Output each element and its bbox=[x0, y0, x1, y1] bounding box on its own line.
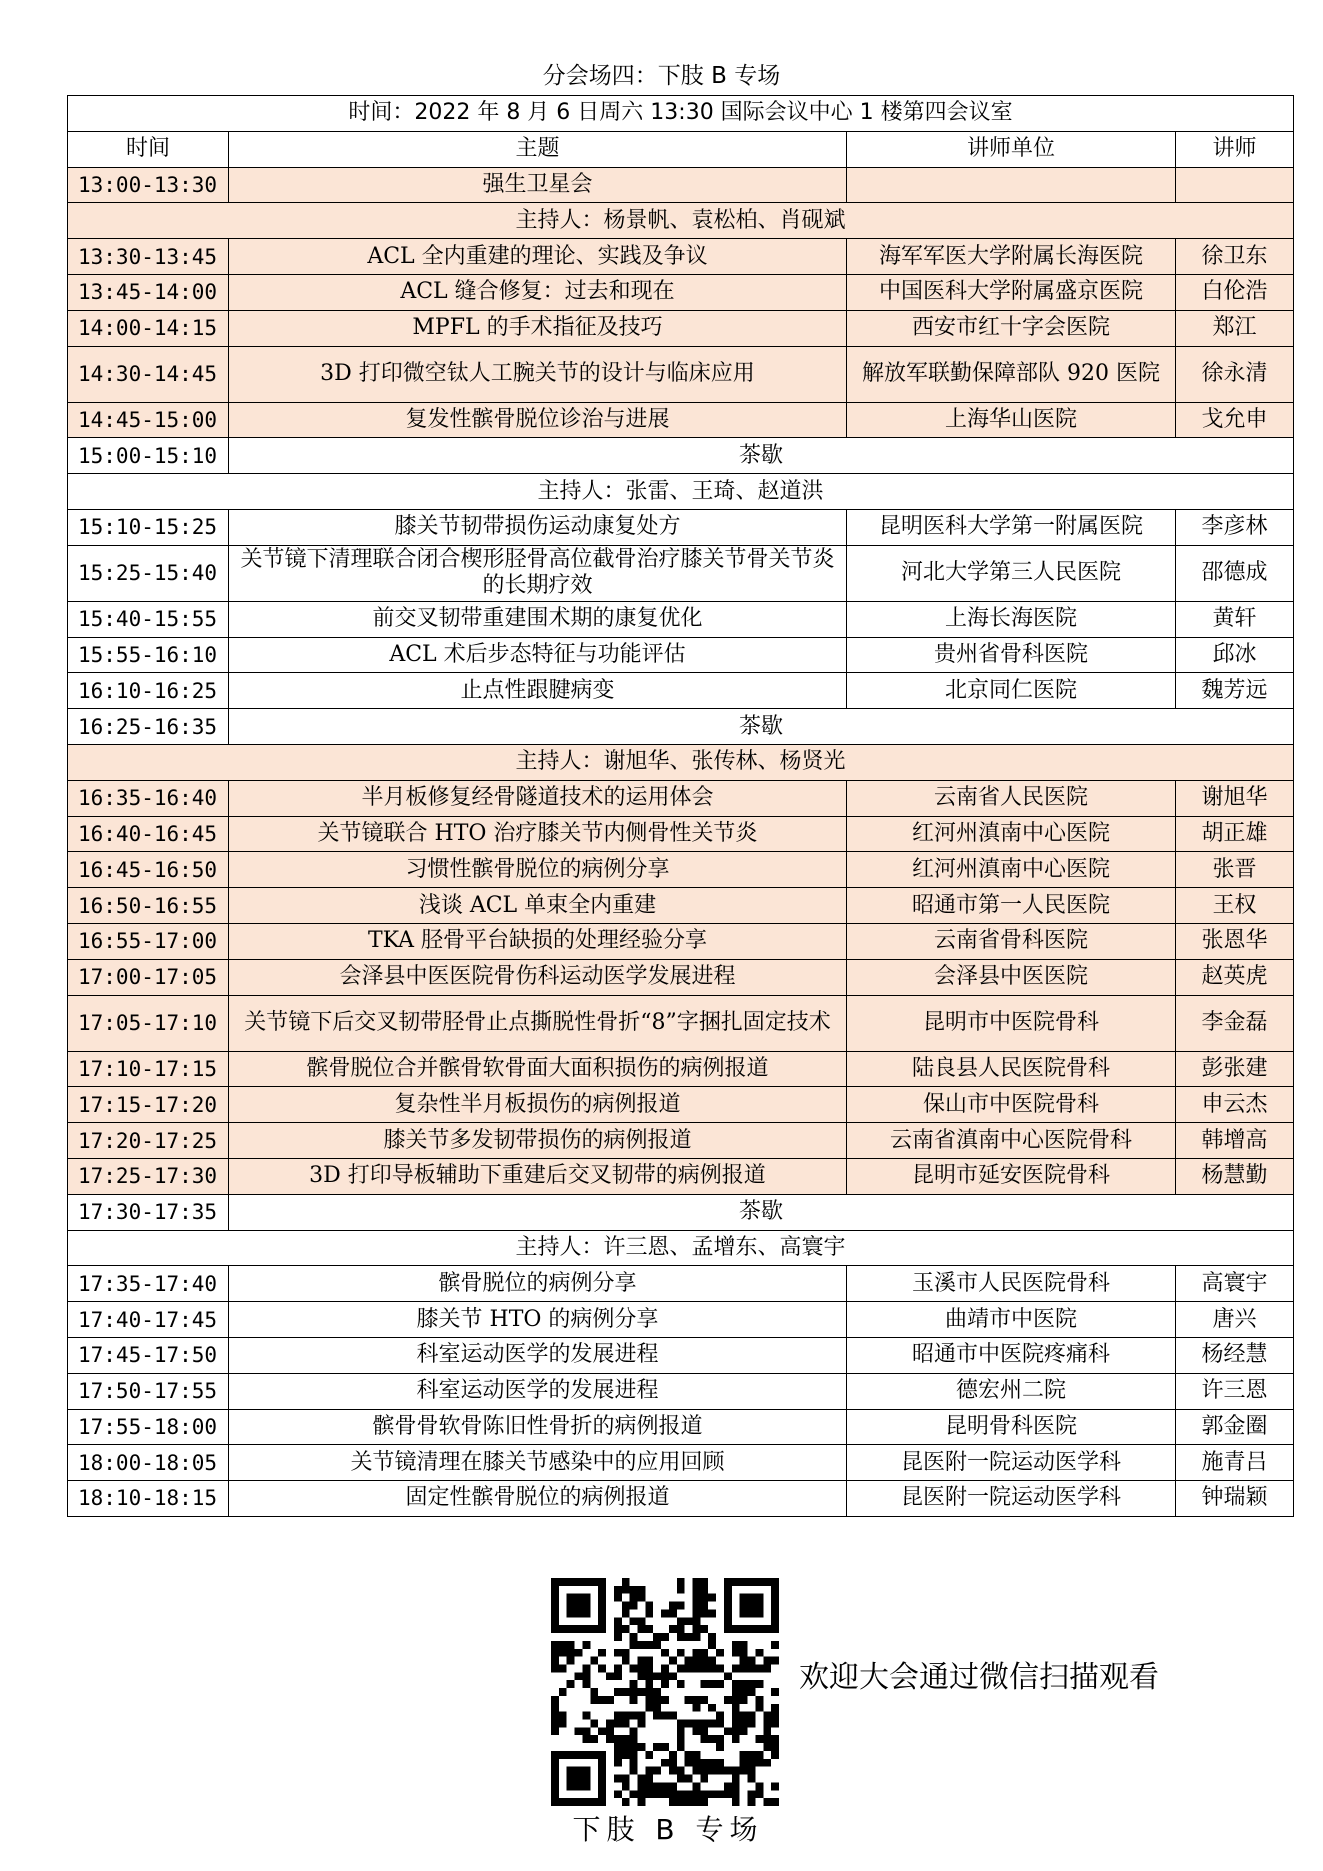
talk-row bbox=[68, 1266, 1294, 1302]
talk-topic: 关节镜清理在膝关节感染中的应用回顾 bbox=[229, 1445, 847, 1481]
talk-row bbox=[68, 274, 1294, 310]
talk-time: 16:55-17:00 bbox=[68, 923, 229, 959]
session-info: 时间：2022 年 8 月 6 日周六 13:30 国际会议中心 1 楼第四会议室 bbox=[68, 96, 1294, 132]
talk-unit: 中国医科大学附属盛京医院 bbox=[847, 274, 1176, 310]
talk-topic: ACL 全内重建的理论、实践及争议 bbox=[229, 239, 847, 275]
talk-time: 17:20-17:25 bbox=[68, 1123, 229, 1159]
talk-row bbox=[68, 923, 1294, 959]
talk-topic: 复杂性半月板损伤的病例报道 bbox=[229, 1087, 847, 1123]
talk-row bbox=[68, 852, 1294, 888]
host-names: 主持人：张雷、王琦、赵道洪 bbox=[68, 474, 1294, 510]
talk-speaker: 邵德成 bbox=[1176, 545, 1294, 601]
talk-speaker: 徐卫东 bbox=[1176, 239, 1294, 275]
talk-time: 13:45-14:00 bbox=[68, 274, 229, 310]
talk-unit: 北京同仁医院 bbox=[847, 673, 1176, 709]
talk-time: 13:00-13:30 bbox=[68, 167, 229, 203]
talk-unit: 红河州滇南中心医院 bbox=[847, 852, 1176, 888]
talk-topic: 固定性髌骨脱位的病例报道 bbox=[229, 1481, 847, 1517]
talk-row bbox=[68, 995, 1294, 1051]
talk-time: 18:10-18:15 bbox=[68, 1481, 229, 1517]
talk-time: 14:45-15:00 bbox=[68, 402, 229, 438]
talk-topic: 膝关节多发韧带损伤的病例报道 bbox=[229, 1123, 847, 1159]
talk-time: 14:00-14:15 bbox=[68, 310, 229, 346]
talk-unit: 保山市中医院骨科 bbox=[847, 1087, 1176, 1123]
talk-unit: 红河州滇南中心医院 bbox=[847, 816, 1176, 852]
talk-unit: 海军军医大学附属长海医院 bbox=[847, 239, 1176, 275]
break-time: 15:00-15:10 bbox=[68, 438, 229, 474]
talk-speaker: 李金磊 bbox=[1176, 995, 1294, 1051]
talk-time: 17:45-17:50 bbox=[68, 1337, 229, 1373]
talk-topic: 半月板修复经骨隧道技术的运用体会 bbox=[229, 780, 847, 816]
talk-time: 17:15-17:20 bbox=[68, 1087, 229, 1123]
talk-time: 15:55-16:10 bbox=[68, 637, 229, 673]
talk-unit: 曲靖市中医院 bbox=[847, 1302, 1176, 1338]
talk-time: 16:45-16:50 bbox=[68, 852, 229, 888]
qr-code[interactable] bbox=[551, 1578, 779, 1806]
talk-topic: 3D 打印导板辅助下重建后交叉韧带的病例报道 bbox=[229, 1158, 847, 1194]
talk-row bbox=[68, 239, 1294, 275]
header-time: 时间 bbox=[68, 131, 229, 167]
talk-time: 15:10-15:25 bbox=[68, 509, 229, 545]
talk-topic: 科室运动医学的发展进程 bbox=[229, 1337, 847, 1373]
schedule-table bbox=[67, 95, 1294, 1517]
talk-unit: 陆良县人民医院骨科 bbox=[847, 1051, 1176, 1087]
header-topic: 主题 bbox=[229, 131, 847, 167]
talk-unit: 西安市红十字会医院 bbox=[847, 310, 1176, 346]
talk-row bbox=[68, 1051, 1294, 1087]
talk-time: 17:05-17:10 bbox=[68, 995, 229, 1051]
talk-row bbox=[68, 959, 1294, 995]
talk-speaker: 戈允申 bbox=[1176, 402, 1294, 438]
talk-time: 17:40-17:45 bbox=[68, 1302, 229, 1338]
header-row bbox=[68, 131, 1294, 167]
talk-time: 15:40-15:55 bbox=[68, 601, 229, 637]
talk-unit: 昭通市第一人民医院 bbox=[847, 888, 1176, 924]
talk-row bbox=[68, 545, 1294, 601]
talk-unit: 昆明医科大学第一附属医院 bbox=[847, 509, 1176, 545]
talk-row bbox=[68, 1373, 1294, 1409]
talk-speaker: 魏芳远 bbox=[1176, 673, 1294, 709]
talk-row bbox=[68, 637, 1294, 673]
talk-unit: 上海华山医院 bbox=[847, 402, 1176, 438]
talk-time: 17:25-17:30 bbox=[68, 1158, 229, 1194]
talk-speaker: 郭金圈 bbox=[1176, 1409, 1294, 1445]
header-speaker: 讲师 bbox=[1176, 131, 1294, 167]
talk-topic: 关节镜下清理联合闭合楔形胫骨高位截骨治疗膝关节骨关节炎的长期疗效 bbox=[229, 545, 847, 601]
talk-time: 17:55-18:00 bbox=[68, 1409, 229, 1445]
talk-row bbox=[68, 888, 1294, 924]
talk-topic: 前交叉韧带重建围术期的康复优化 bbox=[229, 601, 847, 637]
talk-unit: 昆明骨科医院 bbox=[847, 1409, 1176, 1445]
talk-row bbox=[68, 1302, 1294, 1338]
talk-time: 16:10-16:25 bbox=[68, 673, 229, 709]
talk-topic: 科室运动医学的发展进程 bbox=[229, 1373, 847, 1409]
talk-row bbox=[68, 816, 1294, 852]
talk-topic: 髌骨脱位合并髌骨软骨面大面积损伤的病例报道 bbox=[229, 1051, 847, 1087]
session-title: 分会场四：下肢 B 专场 bbox=[542, 63, 781, 89]
talk-topic: ACL 缝合修复：过去和现在 bbox=[229, 274, 847, 310]
talk-time: 16:40-16:45 bbox=[68, 816, 229, 852]
talk-row bbox=[68, 1087, 1294, 1123]
talk-speaker: 张恩华 bbox=[1176, 923, 1294, 959]
talk-speaker bbox=[1176, 167, 1294, 203]
talk-speaker: 张晋 bbox=[1176, 852, 1294, 888]
talk-topic: 浅谈 ACL 单束全内重建 bbox=[229, 888, 847, 924]
talk-topic: 关节镜下后交叉韧带胫骨止点撕脱性骨折“8”字捆扎固定技术 bbox=[229, 995, 847, 1051]
talk-speaker: 许三恩 bbox=[1176, 1373, 1294, 1409]
talk-time: 17:35-17:40 bbox=[68, 1266, 229, 1302]
talk-unit: 昆明市中医院骨科 bbox=[847, 995, 1176, 1051]
host-row bbox=[68, 203, 1294, 239]
talk-speaker: 赵英虎 bbox=[1176, 959, 1294, 995]
talk-unit: 云南省骨科医院 bbox=[847, 923, 1176, 959]
host-names: 主持人：杨景帆、袁松柏、肖砚斌 bbox=[68, 203, 1294, 239]
talk-speaker: 杨慧勤 bbox=[1176, 1158, 1294, 1194]
talk-speaker: 彭张建 bbox=[1176, 1051, 1294, 1087]
talk-speaker: 高寰宇 bbox=[1176, 1266, 1294, 1302]
talk-topic: 髌骨脱位的病例分享 bbox=[229, 1266, 847, 1302]
talk-row bbox=[68, 346, 1294, 402]
welcome-text: 欢迎大会通过微信扫描观看 bbox=[799, 1660, 1159, 1695]
break-time: 16:25-16:35 bbox=[68, 709, 229, 745]
talk-row bbox=[68, 1409, 1294, 1445]
host-row bbox=[68, 744, 1294, 780]
talk-unit: 河北大学第三人民医院 bbox=[847, 545, 1176, 601]
talk-topic: 习惯性髌骨脱位的病例分享 bbox=[229, 852, 847, 888]
talk-topic: MPFL 的手术指征及技巧 bbox=[229, 310, 847, 346]
talk-row bbox=[68, 1337, 1294, 1373]
talk-row bbox=[68, 1158, 1294, 1194]
talk-row bbox=[68, 780, 1294, 816]
break-row bbox=[68, 1194, 1294, 1230]
talk-time: 13:30-13:45 bbox=[68, 239, 229, 275]
talk-speaker: 韩增高 bbox=[1176, 1123, 1294, 1159]
talk-time: 15:25-15:40 bbox=[68, 545, 229, 601]
talk-speaker: 黄轩 bbox=[1176, 601, 1294, 637]
talk-topic: 止点性跟腱病变 bbox=[229, 673, 847, 709]
talk-time: 17:10-17:15 bbox=[68, 1051, 229, 1087]
host-names: 主持人：谢旭华、张传林、杨贤光 bbox=[68, 744, 1294, 780]
talk-speaker: 申云杰 bbox=[1176, 1087, 1294, 1123]
talk-unit: 德宏州二院 bbox=[847, 1373, 1176, 1409]
break-label: 茶歇 bbox=[229, 1194, 1294, 1230]
talk-unit: 昆明市延安医院骨科 bbox=[847, 1158, 1176, 1194]
talk-speaker: 胡正雄 bbox=[1176, 816, 1294, 852]
talk-topic: 强生卫星会 bbox=[229, 167, 847, 203]
talk-unit: 云南省人民医院 bbox=[847, 780, 1176, 816]
qr-caption: 下肢 B 专场 bbox=[572, 1813, 764, 1846]
talk-time: 17:50-17:55 bbox=[68, 1373, 229, 1409]
talk-unit bbox=[847, 167, 1176, 203]
talk-time: 16:35-16:40 bbox=[68, 780, 229, 816]
header-unit: 讲师单位 bbox=[847, 131, 1176, 167]
talk-speaker: 施青吕 bbox=[1176, 1445, 1294, 1481]
talk-unit: 昭通市中医院疼痛科 bbox=[847, 1337, 1176, 1373]
break-time: 17:30-17:35 bbox=[68, 1194, 229, 1230]
talk-speaker: 杨经慧 bbox=[1176, 1337, 1294, 1373]
talk-speaker: 钟瑞颖 bbox=[1176, 1481, 1294, 1517]
talk-row bbox=[68, 310, 1294, 346]
talk-topic: 会泽县中医医院骨伤科运动医学发展进程 bbox=[229, 959, 847, 995]
talk-speaker: 徐永清 bbox=[1176, 346, 1294, 402]
talk-topic: TKA 胫骨平台缺损的处理经验分享 bbox=[229, 923, 847, 959]
talk-unit: 云南省滇南中心医院骨科 bbox=[847, 1123, 1176, 1159]
talk-topic: 膝关节韧带损伤运动康复处方 bbox=[229, 509, 847, 545]
talk-unit: 昆医附一院运动医学科 bbox=[847, 1481, 1176, 1517]
talk-unit: 昆医附一院运动医学科 bbox=[847, 1445, 1176, 1481]
info-row bbox=[68, 96, 1294, 132]
host-names: 主持人：许三恩、孟增东、高寰宇 bbox=[68, 1230, 1294, 1266]
talk-row bbox=[68, 167, 1294, 203]
talk-row bbox=[68, 601, 1294, 637]
talk-speaker: 唐兴 bbox=[1176, 1302, 1294, 1338]
talk-unit: 贵州省骨科医院 bbox=[847, 637, 1176, 673]
talk-speaker: 王权 bbox=[1176, 888, 1294, 924]
talk-row bbox=[68, 673, 1294, 709]
talk-speaker: 邱冰 bbox=[1176, 637, 1294, 673]
talk-time: 16:50-16:55 bbox=[68, 888, 229, 924]
talk-topic: 髌骨骨软骨陈旧性骨折的病例报道 bbox=[229, 1409, 847, 1445]
break-row bbox=[68, 709, 1294, 745]
talk-topic: 膝关节 HTO 的病例分享 bbox=[229, 1302, 847, 1338]
talk-unit: 会泽县中医医院 bbox=[847, 959, 1176, 995]
talk-time: 14:30-14:45 bbox=[68, 346, 229, 402]
talk-speaker: 谢旭华 bbox=[1176, 780, 1294, 816]
talk-time: 17:00-17:05 bbox=[68, 959, 229, 995]
talk-topic: 关节镜联合 HTO 治疗膝关节内侧骨性关节炎 bbox=[229, 816, 847, 852]
talk-time: 18:00-18:05 bbox=[68, 1445, 229, 1481]
talk-row bbox=[68, 402, 1294, 438]
talk-row bbox=[68, 509, 1294, 545]
talk-unit: 上海长海医院 bbox=[847, 601, 1176, 637]
talk-topic: 3D 打印微空钛人工腕关节的设计与临床应用 bbox=[229, 346, 847, 402]
talk-row bbox=[68, 1445, 1294, 1481]
talk-speaker: 白伦浩 bbox=[1176, 274, 1294, 310]
break-label: 茶歇 bbox=[229, 438, 1294, 474]
break-label: 茶歇 bbox=[229, 709, 1294, 745]
talk-topic: ACL 术后步态特征与功能评估 bbox=[229, 637, 847, 673]
talk-speaker: 李彦林 bbox=[1176, 509, 1294, 545]
talk-unit: 玉溪市人民医院骨科 bbox=[847, 1266, 1176, 1302]
host-row bbox=[68, 1230, 1294, 1266]
talk-unit: 解放军联勤保障部队 920 医院 bbox=[847, 346, 1176, 402]
talk-speaker: 郑江 bbox=[1176, 310, 1294, 346]
break-row bbox=[68, 438, 1294, 474]
talk-topic: 复发性髌骨脱位诊治与进展 bbox=[229, 402, 847, 438]
talk-row bbox=[68, 1481, 1294, 1517]
host-row bbox=[68, 474, 1294, 510]
talk-row bbox=[68, 1123, 1294, 1159]
